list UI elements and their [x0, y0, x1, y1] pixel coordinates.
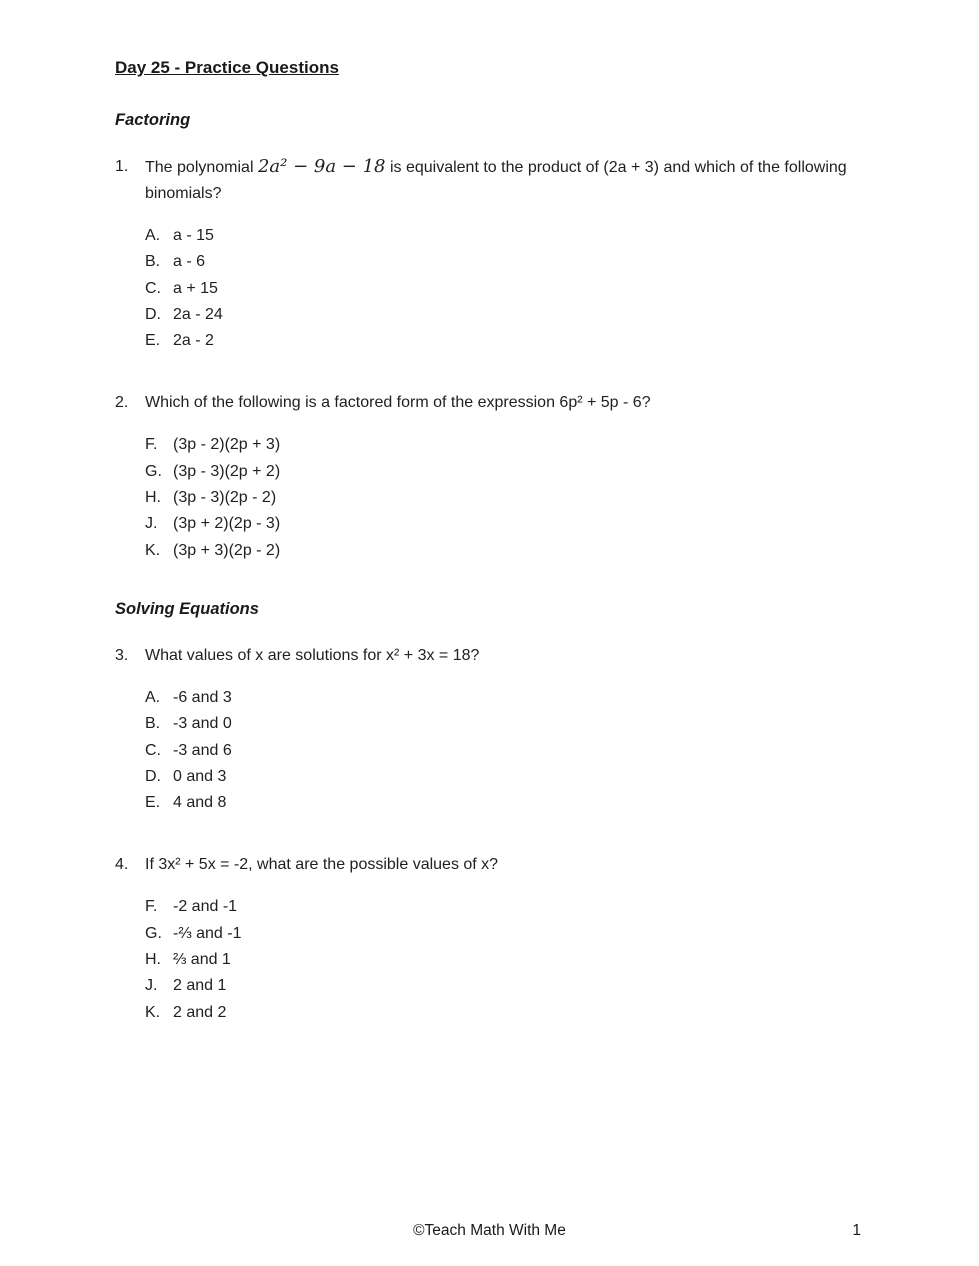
choice-row	[145, 894, 869, 920]
choice-label: F.	[145, 898, 158, 916]
choice-text: a - 15	[173, 227, 214, 244]
choice-label: H.	[145, 951, 161, 969]
choice-row	[145, 790, 869, 816]
choice-label: J.	[145, 515, 158, 533]
choice-text: -2 and -1	[173, 898, 238, 916]
choice-row	[145, 947, 869, 973]
page-footer	[0, 1222, 979, 1240]
question-4	[115, 852, 869, 878]
choice-label: C.	[145, 279, 161, 297]
choice-row	[145, 738, 869, 764]
choice-row	[145, 223, 869, 249]
choice-label: D.	[145, 767, 161, 785]
choice-row	[145, 485, 869, 511]
choice-row	[145, 328, 869, 354]
choice-label: C.	[145, 741, 161, 759]
choice-row	[145, 511, 869, 537]
choice-row	[145, 685, 869, 711]
choice-text: -⅔ and -1	[173, 924, 242, 942]
choice-text: -6 and 3	[173, 688, 232, 706]
choice-row	[145, 538, 869, 564]
choice-text: -3 and 0	[173, 715, 232, 733]
page-number: 1	[852, 1222, 861, 1239]
choices-question-1	[145, 223, 869, 354]
choice-label: A.	[145, 688, 161, 706]
question-text	[145, 154, 869, 207]
choice-text: -3 and 6	[173, 741, 232, 759]
question-3	[115, 643, 869, 669]
choice-row	[145, 921, 869, 947]
choice-label: G.	[145, 462, 162, 480]
question-number: 2.	[115, 394, 129, 412]
choice-row	[145, 711, 869, 737]
choice-text: (3p + 3)(2p - 2)	[173, 541, 281, 559]
choice-label: E.	[145, 332, 161, 350]
choices-question-3	[145, 685, 869, 816]
choice-row	[145, 973, 869, 999]
choice-row	[145, 764, 869, 790]
choice-text: 2a - 2	[173, 332, 214, 350]
choice-label: F.	[145, 436, 158, 454]
question-text-pre: The polynomial	[145, 159, 258, 176]
choice-row	[145, 276, 869, 302]
choice-label: A.	[145, 227, 161, 244]
choice-row	[145, 432, 869, 458]
section-heading-solving-equations: Solving Equations	[115, 599, 259, 618]
choice-row	[145, 1000, 869, 1026]
choice-label: K.	[145, 1003, 161, 1021]
math-expression: 2a² − 9a − 18	[257, 156, 386, 177]
page-title: Day 25 - Practice Questions	[115, 58, 339, 77]
question-number: 3.	[115, 646, 129, 664]
choice-text: (3p - 3)(2p - 2)	[173, 489, 277, 507]
choice-text: a + 15	[173, 279, 218, 297]
choice-text: 2a - 24	[173, 305, 223, 323]
question-text: Which of the following is a factored form of the expression 6p² + 5p - 6?	[145, 394, 651, 412]
choice-text: 2 and 2	[173, 1003, 227, 1021]
choices-question-2	[145, 432, 869, 563]
question-2	[115, 390, 869, 416]
choice-row	[145, 249, 869, 275]
choice-text: 4 and 8	[173, 794, 227, 812]
choice-label: B.	[145, 715, 161, 733]
choice-label: H.	[145, 489, 161, 507]
question-1	[115, 154, 869, 207]
choice-label: E.	[145, 794, 161, 812]
question-number: 1.	[115, 158, 129, 175]
choice-label: D.	[145, 305, 161, 323]
section-heading-factoring: Factoring	[115, 111, 191, 129]
choice-text: (3p - 3)(2p + 2)	[173, 462, 281, 480]
question-text: What values of x are solutions for x² + 3x = 18?	[145, 646, 480, 664]
choice-text: ⅔ and 1	[173, 951, 231, 969]
choice-label: G.	[145, 924, 162, 942]
choice-label: J.	[145, 977, 158, 995]
choice-text: (3p - 2)(2p + 3)	[173, 436, 281, 454]
footer-credit: ©Teach Math With Me	[413, 1222, 566, 1239]
choice-row	[145, 459, 869, 485]
choices-question-4	[145, 894, 869, 1025]
choice-text: 2 and 1	[173, 977, 227, 995]
question-text: If 3x² + 5x = -2, what are the possible values of x?	[145, 856, 499, 874]
choice-label: B.	[145, 253, 161, 271]
choice-label: K.	[145, 541, 161, 559]
choice-text: 0 and 3	[173, 767, 227, 785]
question-text-post: is equivalent to the product of (2a + 3) and which of the following binomials?	[145, 159, 847, 202]
choice-text: a - 6	[173, 253, 206, 271]
question-number: 4.	[115, 856, 129, 874]
choice-row	[145, 302, 869, 328]
choice-text: (3p + 2)(2p - 3)	[173, 515, 281, 533]
